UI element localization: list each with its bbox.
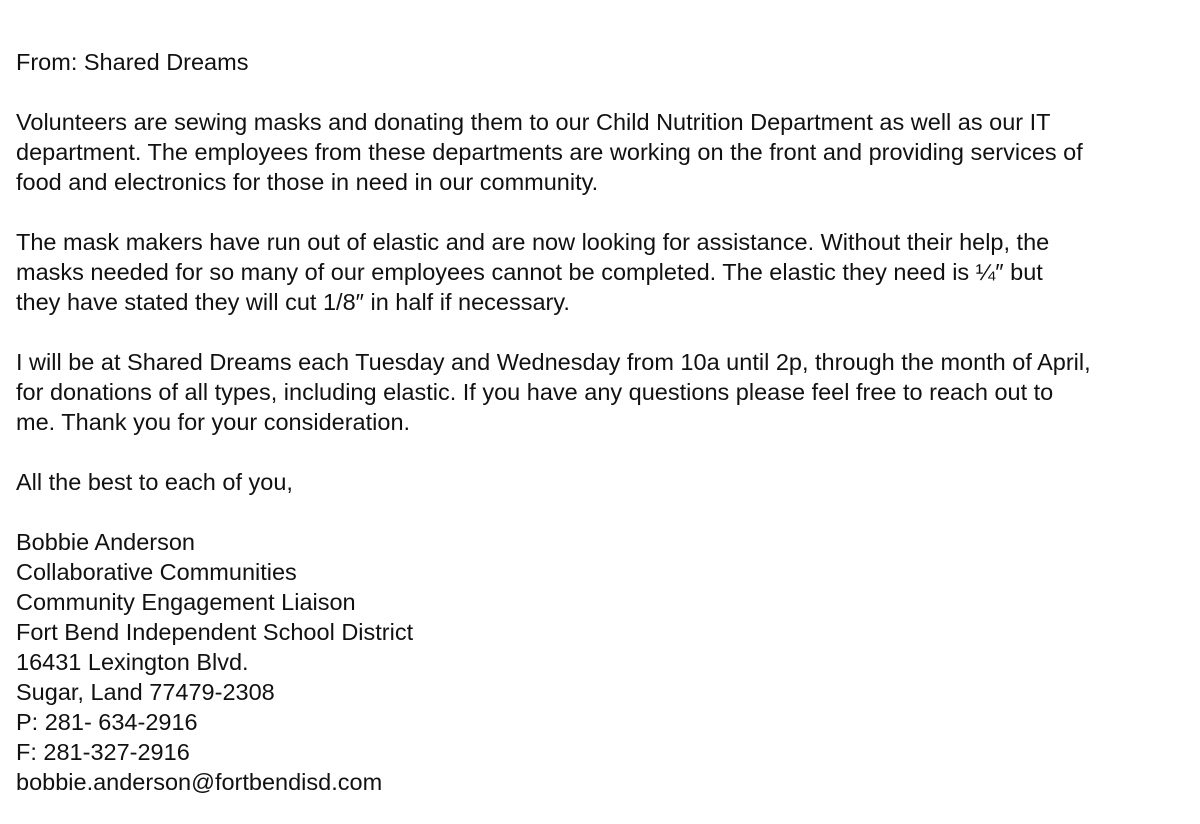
paragraph-line: masks needed for so many of our employees cannot be completed. The elastic they need is ¼″ but [16, 259, 1043, 285]
paragraph-line: me. Thank you for your consideration. [16, 409, 411, 435]
paragraph-line: department. The employees from these departments are working on the front and providing services of [16, 139, 1083, 165]
signature-street: 16431 Lexington Blvd. [16, 649, 249, 675]
paragraph-line: I will be at Shared Dreams each Tuesday and Wednesday from 10a until 2p, through the month of April, [16, 349, 1091, 375]
signature-email: bobbie.anderson@fortbendisd.com [16, 769, 383, 795]
signature-phone: P: 281- 634-2916 [16, 709, 198, 735]
signature-block [16, 527, 1192, 797]
paragraph-volunteers [16, 107, 1192, 197]
paragraph-line: The mask makers have run out of elastic and are now looking for assistance. Without their help, the [16, 229, 1050, 255]
signature-fax: F: 281-327-2916 [16, 739, 190, 765]
closing-text: All the best to each of you, [16, 469, 293, 495]
signature-name: Bobbie Anderson [16, 529, 196, 555]
paragraph-line: Volunteers are sewing masks and donating them to our Child Nutrition Department as well as our IT [16, 109, 1051, 135]
paragraph-elastic [16, 227, 1192, 317]
signature-organization: Collaborative Communities [16, 559, 297, 585]
paragraph-line: food and electronics for those in need in our community. [16, 169, 599, 195]
closing [16, 467, 1192, 497]
signature-district: Fort Bend Independent School District [16, 619, 414, 645]
signature-title: Community Engagement Liaison [16, 589, 356, 615]
from-line [16, 47, 1192, 77]
paragraph-line: they have stated they will cut 1/8″ in half if necessary. [16, 289, 570, 315]
email-body [16, 47, 1192, 797]
from-text: From: Shared Dreams [16, 49, 249, 75]
signature-city-zip: Sugar, Land 77479-2308 [16, 679, 275, 705]
paragraph-line: for donations of all types, including elastic. If you have any questions please feel free to reach out to [16, 379, 1054, 405]
paragraph-donations [16, 347, 1192, 437]
